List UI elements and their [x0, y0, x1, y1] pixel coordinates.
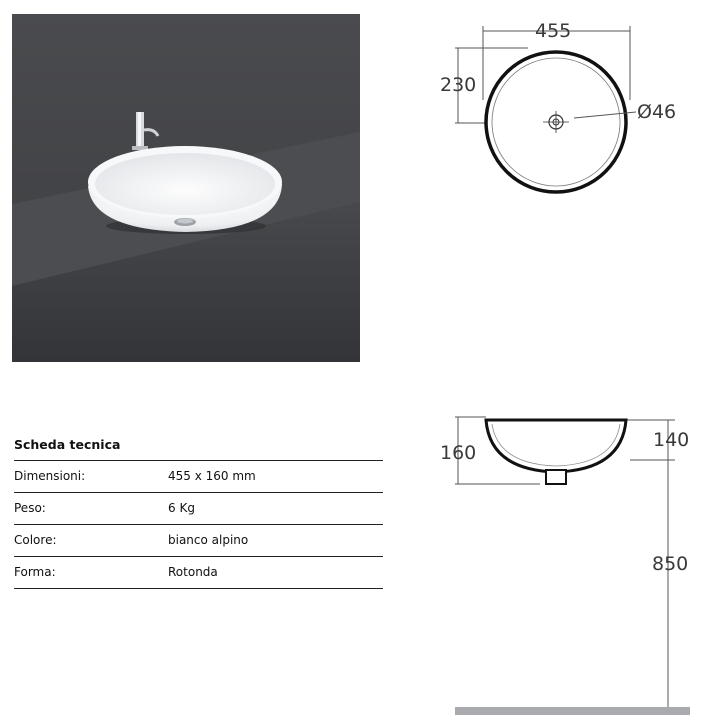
spec-label: Colore:: [14, 533, 57, 547]
spec-value: 6 Kg: [168, 501, 195, 515]
spec-row-color: [14, 525, 383, 557]
spec-row-weight: [14, 493, 383, 525]
spec-row-shape: [14, 557, 383, 589]
counter-height-label: 850: [652, 553, 689, 575]
spec-row-dimensions: [14, 461, 383, 493]
spec-value: Rotonda: [168, 565, 218, 579]
spec-label: Forma:: [14, 565, 56, 579]
drain-label: Ø46: [637, 101, 677, 123]
height-label: 160: [440, 442, 477, 464]
bowl-height-label: 140: [653, 429, 690, 451]
spec-value: bianco alpino: [168, 533, 249, 547]
depth-label: 230: [440, 74, 477, 96]
spec-title: Scheda tecnica: [14, 430, 383, 461]
spec-table: [14, 430, 383, 589]
width-label: 455: [535, 20, 572, 42]
spec-value: 455 x 160 mm: [168, 469, 256, 483]
spec-label: Dimensioni:: [14, 469, 86, 483]
side-view: [440, 417, 690, 715]
spec-label: Peso:: [14, 501, 46, 515]
top-view: [440, 20, 676, 192]
